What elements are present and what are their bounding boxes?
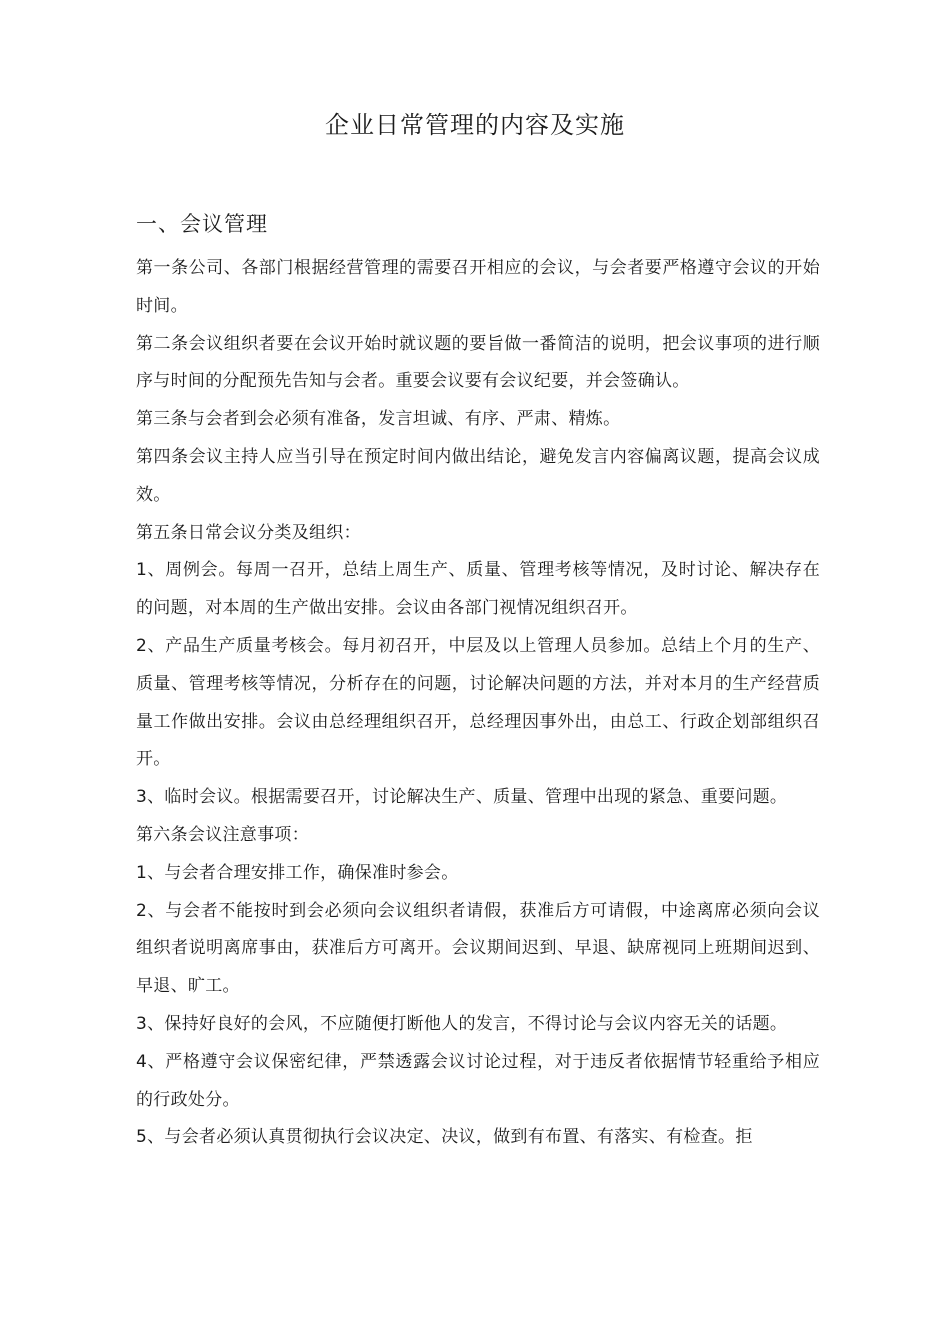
paragraph-article-1: 第一条公司、各部门根据经营管理的需要召开相应的会议，与会者要严格遵守会议的开始时间。: [136, 258, 820, 316]
paragraph-note-3: 3、保持好良好的会风，不应随便打断他人的发言，不得讨论与会议内容无关的话题。: [136, 1013, 788, 1034]
paragraph-article-3: 第三条与会者到会必须有准备，发言坦诚、有序、严肃、精炼。: [136, 409, 621, 430]
paragraph-item-weekly-meeting: 1、周例会。每周一召开，总结上周生产、质量、管理考核等情况，及时讨论、解决存在的问题，对本周的生产做出安排。会议由各部门视情况组织召开。: [136, 560, 820, 619]
paragraph-article-2: 第二条会议组织者要在会议开始时就议题的要旨做一番简洁的说明，把会议事项的进行顺序与时间的分配预先告知与会者。重要会议要有会议纪要，并会签确认。: [136, 333, 820, 392]
paragraph-note-1: 1、与会者合理安排工作，确保准时参会。: [136, 862, 459, 883]
paragraph-note-2: 2、与会者不能按时到会必须向会议组织者请假，获准后方可请假，中途离席必须向会议组织者说明离席事由，获准后方可离开。会议期间迟到、早退、缺席视同上班期间迟到、早退、旷工。: [136, 900, 820, 997]
paragraph-note-5: 5、与会者必须认真贯彻执行会议决定、决议，做到有布置、有落实、有检查。拒: [136, 1127, 753, 1148]
paragraph-article-6: 第六条会议注意事项：: [136, 824, 309, 845]
section-heading: 一、会议管理: [136, 212, 268, 236]
paragraph-note-4: 4、严格遵守会议保密纪律，严禁透露会议讨论过程，对于违反者依据情节轻重给予相应的行政处分。: [136, 1051, 820, 1110]
document-body: [136, 250, 820, 1157]
paragraph-item-temporary-meeting: 3、临时会议。根据需要召开，讨论解决生产、质量、管理中出现的紧急、重要问题。: [136, 787, 788, 808]
paragraph-item-quality-meeting: 2、产品生产质量考核会。每月初召开，中层及以上管理人员参加。总结上个月的生产、质量、管理考核等情况，分析存在的问题，讨论解决问题的方法，并对本月的生产经营质量工作做出安排。会议由总经理组织召开，总经理因事外出，由总工、行政企划部组织召开。: [136, 635, 820, 770]
document-title: 企业日常管理的内容及实施: [325, 111, 625, 139]
paragraph-article-4: 第四条会议主持人应当引导在预定时间内做出结论，避免发言内容偏离议题，提高会议成效。: [136, 446, 820, 505]
paragraph-article-5: 第五条日常会议分类及组织：: [136, 522, 361, 543]
